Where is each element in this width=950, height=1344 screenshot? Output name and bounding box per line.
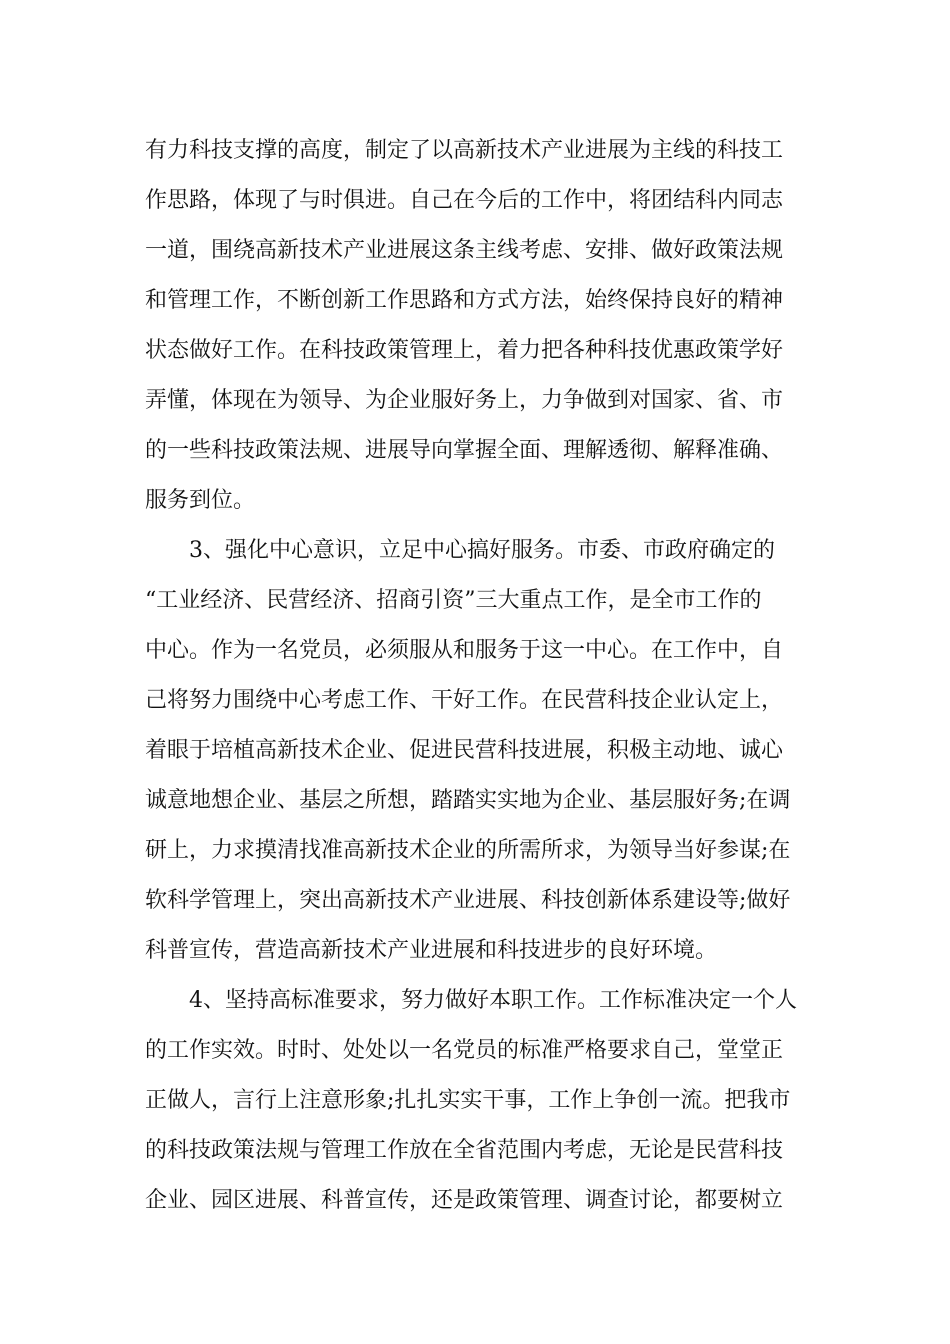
text-line: 软科学管理上，突出高新技术产业进展、科技创新体系建设等;做好	[145, 888, 791, 913]
text-line: 弄懂，体现在为领导、为企业服好务上，力争做到对国家、省、市	[145, 388, 784, 413]
text-line: 3、强化中心意识，立足中心搞好服务。市委、市政府确定的	[189, 538, 775, 563]
text-line: 着眼于培植高新技术企业、促进民营科技进展，积极主动地、诚心	[145, 738, 784, 763]
text-line: 作思路，体现了与时俱进。自己在今后的工作中，将团结科内同志	[145, 188, 784, 213]
text-line: 企业、园区进展、科普宣传，还是政策管理、调查讨论，都要树立	[145, 1188, 784, 1213]
text-line: 的工作实效。时时、处处以一名党员的标准严格要求自己，堂堂正	[145, 1038, 784, 1063]
document-page	[145, 126, 805, 1226]
text-line: “工业经济、民营经济、招商引资”三大重点工作，是全市工作的	[145, 588, 762, 613]
text-line: 的科技政策法规与管理工作放在全省范围内考虑，无论是民营科技	[145, 1138, 784, 1163]
text-line: 己将努力围绕中心考虑工作、干好工作。在民营科技企业认定上，	[145, 688, 784, 713]
paragraph-item-4	[145, 976, 805, 1226]
paragraph-item-3	[145, 526, 805, 976]
text-line: 研上，力求摸清找准高新技术企业的所需所求，为领导当好参谋;在	[145, 838, 791, 863]
text-line: 诚意地想企业、基层之所想，踏踏实实地为企业、基层服好务;在调	[145, 788, 791, 813]
text-line: 有力科技支撑的高度，制定了以高新技术产业进展为主线的科技工	[145, 138, 784, 163]
text-line: 的一些科技政策法规、进展导向掌握全面、理解透彻、解释准确、	[145, 438, 784, 463]
text-line: 状态做好工作。在科技政策管理上，着力把各种科技优惠政策学好	[145, 338, 784, 363]
text-line: 和管理工作，不断创新工作思路和方式方法，始终保持良好的精神	[145, 288, 784, 313]
text-line: 4、坚持高标准要求，努力做好本职工作。工作标准决定一个人	[189, 988, 797, 1013]
text-line: 一道，围绕高新技术产业进展这条主线考虑、安排、做好政策法规	[145, 238, 784, 263]
text-line: 正做人，言行上注意形象;扎扎实实干事，工作上争创一流。把我市	[145, 1088, 791, 1113]
paragraph-continuation	[145, 126, 805, 526]
text-line: 服务到位。	[145, 488, 256, 513]
text-line: 科普宣传，营造高新技术产业进展和科技进步的良好环境。	[145, 938, 718, 963]
text-line: 中心。作为一名党员，必须服从和服务于这一中心。在工作中，自	[145, 638, 784, 663]
